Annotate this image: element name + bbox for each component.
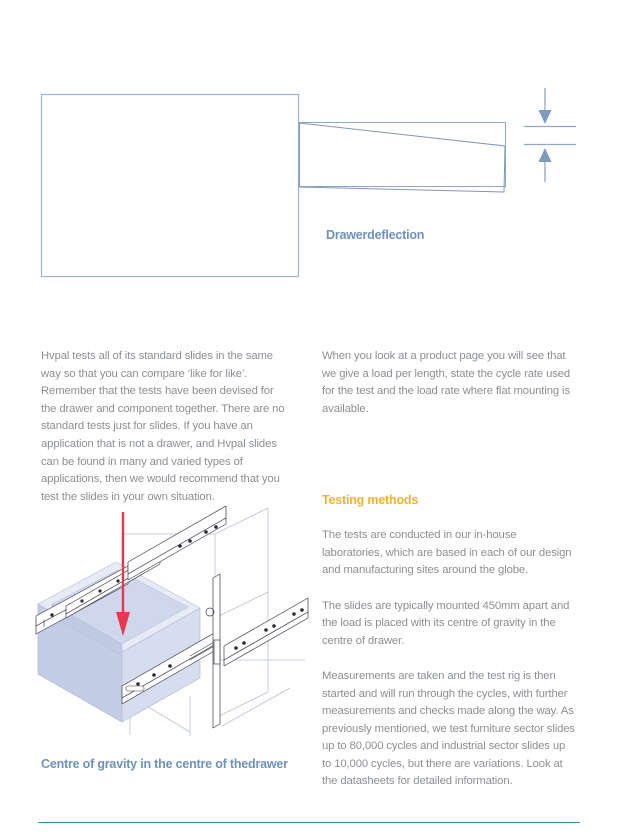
drawer-deflection-caption: Drawerdeflection — [326, 228, 425, 242]
right-text-column — [322, 348, 576, 791]
footer-divider — [38, 822, 580, 823]
cabinet-slide-right — [224, 598, 308, 666]
column-spacer — [322, 436, 576, 492]
right-paragraph-3: Measurements are taken and the test rig is then started and will run through the cycles, with further measurements and checks made along the way. As previously mentioned, we test furniture sector slides up to 80,000 cycles and industrial sector slides up to 10,000 cycles, but there are variations. Look at the datasheets for detailed information. — [322, 669, 575, 788]
right-paragraph-1: The tests are conducted in our in-house laboratories, which are based in each of our design and manufacturing sites around the globe. — [322, 529, 572, 577]
drawer-deflection-figure — [0, 0, 618, 300]
testing-methods-heading: Testing methods — [322, 492, 419, 507]
deflection-dimension-arrows — [524, 88, 576, 182]
left-text-column — [41, 348, 286, 506]
centre-of-gravity-caption: Centre of gravity in the centre of thedrawer — [41, 757, 288, 771]
isometric-drawer-illustration — [30, 500, 310, 750]
right-intro-paragraph: When you look at a product page you will see that we give a load per length, state the cycle rate used for the test and the load rate where flat mounting is available. — [322, 350, 571, 415]
left-paragraph-1: Hvpal tests all of its standard slides in the same way so that you can compare ‘like for like’. Remember that the tests have been devised for the drawer and component together. There are no standard tests just for slides. If you have an application that is not a drawer, and Hvpal slides can be found in many and varied types of applications, then we would recommend that you test the slides in your own situation. — [41, 350, 285, 503]
right-paragraph-2: The slides are typically mounted 450mm apart and the load is placed with its centre of gravity in the centre of drawer. — [322, 599, 570, 647]
cabinet-rail-top — [128, 506, 226, 580]
